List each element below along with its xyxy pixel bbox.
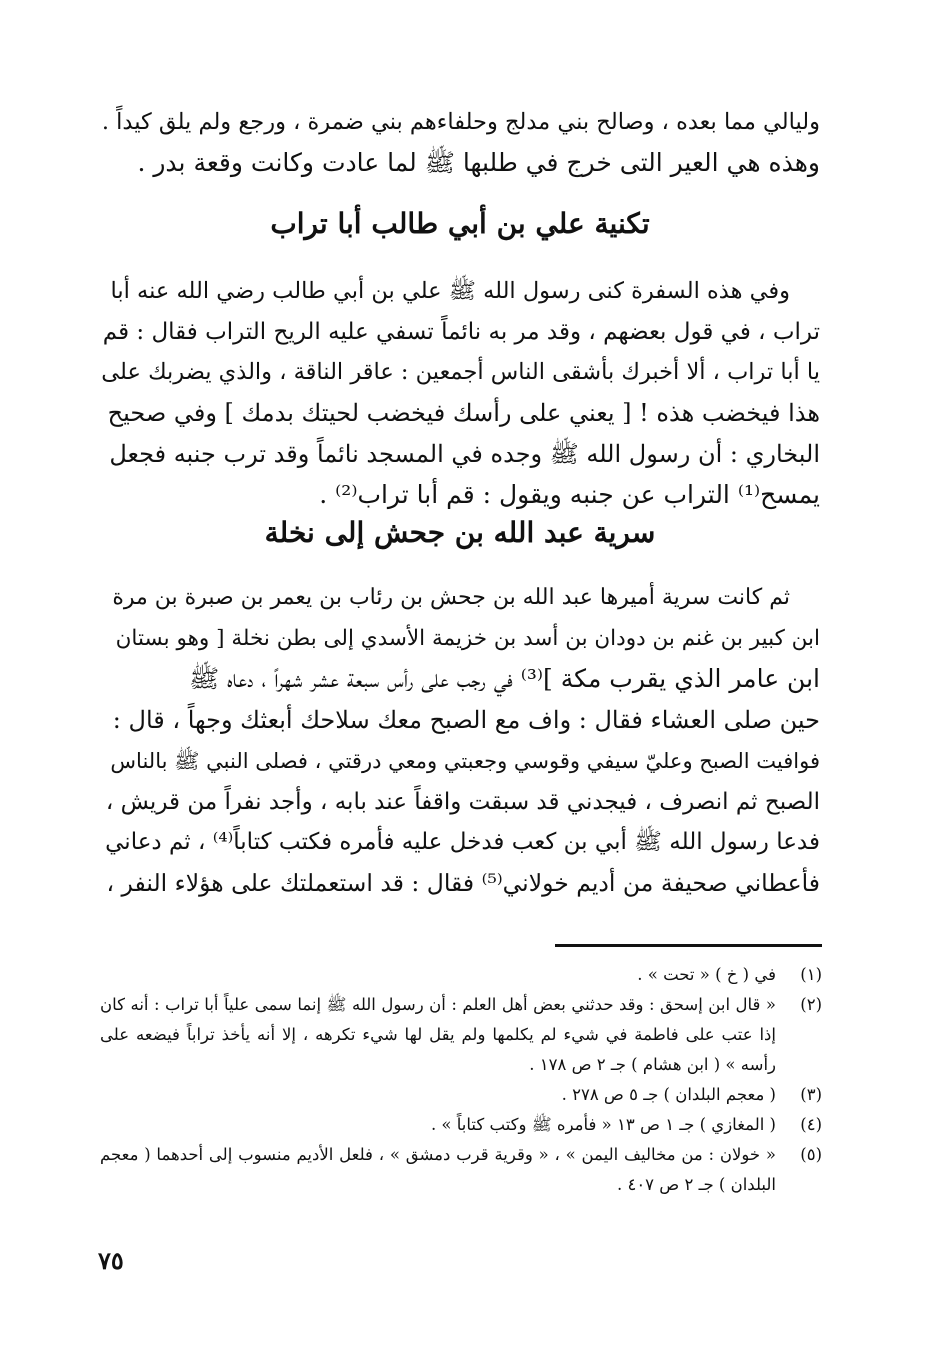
text-line: وهذه هي العير التى خرج في طلبها ﷺ لما عادت وكانت وقعة بدر . <box>137 147 820 177</box>
footnotes-list <box>100 960 822 1200</box>
text-line: يمسح⁽¹⁾ التراب عن جنبه ويقول : قم أبا تراب⁽²⁾ . <box>319 479 820 509</box>
section-heading-nakhla-expedition: سرية عبد الله بن جحش إلى نخلة <box>264 516 656 549</box>
text-line: وفي هذه السفرة كنى رسول الله ﷺ علي بن أبي طالب رضي الله عنه أبا <box>110 278 790 304</box>
footnote-text: « خولان : من مخاليف اليمن » ، « وقرية قرب دمشق » ، فلعل الأديم منسوب إلى أحدهما ( معجم البلدان ) جـ ٢ ص ٤٠٧ . <box>100 1145 776 1194</box>
text-line: فأعطاني صحيفة من أديم خولاني⁽⁵⁾ فقال : قد استعملتك على هؤلاء النفر ، <box>106 868 820 897</box>
footnote-separator <box>555 944 822 947</box>
text-line: ابن عامر الذي يقرب مكة ]⁽³⁾ في رجب على رأس سبعة عشر شهراً ، دعاه ﷺ <box>189 664 820 694</box>
nakhla-paragraph <box>100 578 820 904</box>
text-line: وليالي مما بعده ، وصالح بني مدلج وحلفاءهم بني ضمرة ، ورجع ولم يلق كيداً . <box>101 109 820 135</box>
opening-paragraph <box>100 102 820 183</box>
footnote-number: (٢) <box>800 995 822 1014</box>
section-heading-abu-turab: تكنية علي بن أبي طالب أبا تراب <box>270 207 650 240</box>
text-line: تراب ، في قول بعضهم ، وقد مر به نائماً تسفي عليه الريح التراب فقال : قم <box>102 318 820 345</box>
footnote-text: في ( خ ) « تحت » . <box>637 965 776 984</box>
text-line: فدعا رسول الله ﷺ أبي بن كعب فدخل عليه فأمره فكتب كتاباً⁽⁴⁾ ، ثم دعاني <box>105 829 820 856</box>
text-line: هذا فيخضب هذه ! [ يعني على رأسك فيخضب لحيتك بدمك ] وفي صحيح <box>107 399 820 428</box>
page-number: ٧٥ <box>98 1246 124 1275</box>
text-line: البخاري : أن رسول الله ﷺ وجده في المسجد نائماً وقد ترب جنبه فجعل <box>109 439 820 468</box>
footnote-number: (٤) <box>800 1115 822 1134</box>
abu-turab-paragraph <box>100 271 820 515</box>
text-line: يا أبا تراب ، ألا أخبرك بأشقى الناس أجمعين : عاقر الناقة ، والذي يضربك على <box>101 359 820 386</box>
footnote-text: ( المغازي ) جـ ١ ص ١٣ « فأمره ﷺ وكتب كتاباً » . <box>430 1115 776 1134</box>
text-line: حين صلى العشاء فقال : واف مع الصبح معك سلاحك أبعثك وجهاً ، قال : <box>112 706 820 735</box>
footnote <box>100 960 822 990</box>
footnote <box>100 1080 822 1110</box>
footnote <box>100 1110 822 1140</box>
text-line: ثم كانت سرية أميرها عبد الله بن جحش بن رئاب بن يعمر بن صبرة بن مرة <box>112 585 790 610</box>
footnote-text: ( معجم البلدان ) جـ ٥ ص ٢٧٨ . <box>561 1085 776 1104</box>
footnote-text: « قال ابن إسحق : وقد حدثني بعض أهل العلم : أن رسول الله ﷺ إنما سمى علياً أبا تراب : أنه كان إذا عتب على فاطمة في شيء لم يكلمها ولم يقل لها شيء تكرهه ، إلا أنه يأخذ تراباً فيضعه على رأسه » ( ابن هشام ) جـ ٢ ص ١٧٨ . <box>100 995 776 1074</box>
footnote-number: (١) <box>800 965 822 984</box>
footnote-number: (٥) <box>800 1145 822 1164</box>
footnote <box>100 990 822 1080</box>
text-line: الصبح ثم انصرف ، فيجدني قد سبقت واقفاً عند بابه ، وأجد نفراً من قريش ، <box>105 788 820 815</box>
text-line: فوافيت الصبح وعليّ سيفي وقوسي وجعبتي ومعي درقتي ، فصلى النبي ﷺ بالناس <box>110 748 820 773</box>
footnote-number: (٣) <box>800 1085 822 1104</box>
footnote <box>100 1140 822 1200</box>
text-line: ابن كبير بن غنم بن دودان بن أسد بن خزيمة الأسدي إلى بطن نخلة [ وهو بستان <box>115 625 820 651</box>
